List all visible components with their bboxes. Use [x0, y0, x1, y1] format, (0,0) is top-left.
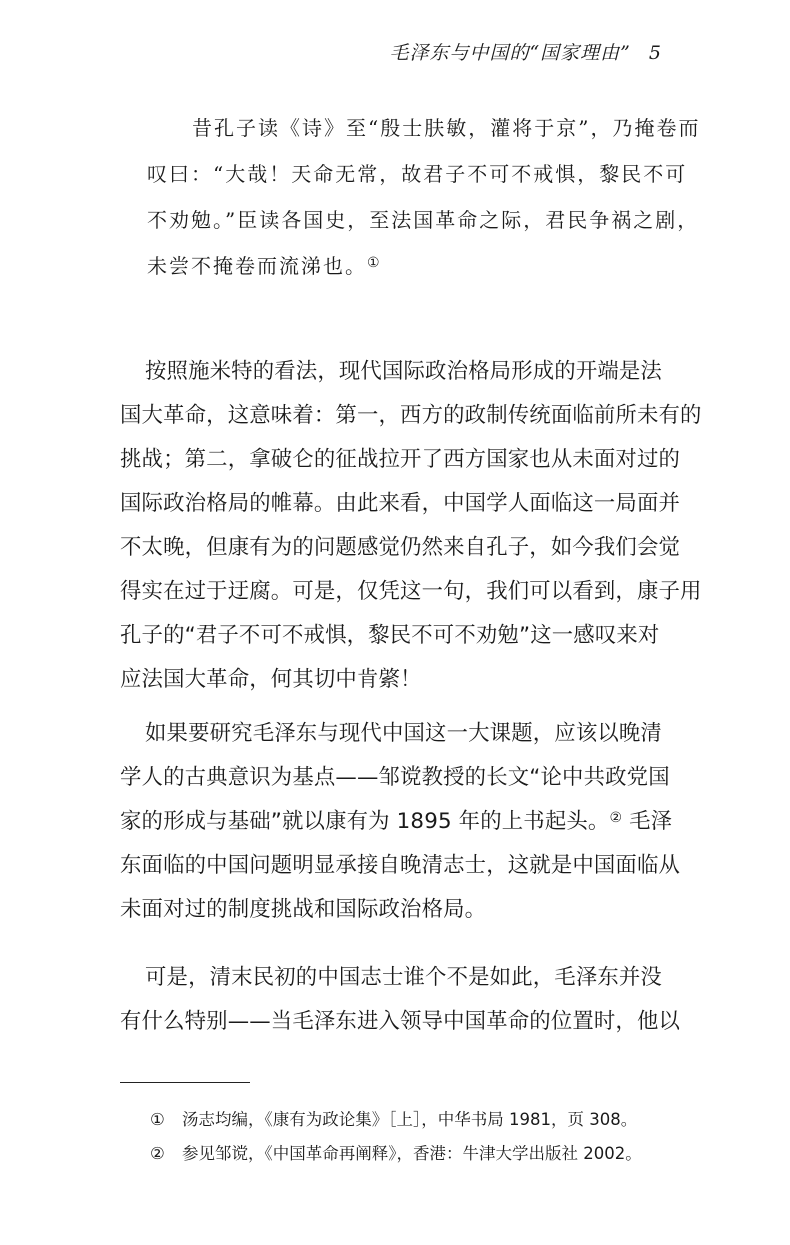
footnote-rule [120, 1082, 250, 1083]
quote-line: 未尝不掩卷而流涕也。① [147, 254, 382, 278]
body-line: 不太晚，但康有为的问题感觉仍然来自孔子，如今我们会觉 [120, 535, 681, 560]
body-line: 应法国大革命，何其切中肯綮！ [120, 667, 422, 692]
quote-line: 叹曰：“大哉！天命无常，故君子不可不戒惧，黎民不可 [147, 162, 688, 186]
body-line: 有什么特别——当毛泽东进入领导中国革命的位置时，他以 [120, 1009, 681, 1034]
footnote-mark: ② [150, 1144, 165, 1163]
page-number: 5 [648, 42, 662, 64]
body-line: 东面临的中国问题明显承接自晚清志士，这就是中国面临从 [120, 853, 681, 878]
body-line: 如果要研究毛泽东与现代中国这一大课题，应该以晚清 [145, 721, 662, 746]
footnote-reference: ① [367, 255, 382, 271]
body-line: 国际政治格局的帷幕。由此来看，中国学人面临这一局面并 [120, 491, 681, 516]
quote-line: 不劝勉。”臣读各国史，至法国革命之际，君民争祸之剧， [147, 208, 700, 232]
footnote-mark: ① [150, 1110, 165, 1129]
body-line: 家的形成与基础”就以康有为 1895 年的上书起头。② 毛泽 [120, 809, 673, 834]
body-line: 学人的古典意识为基点——邹谠教授的长文“论中共政党国 [120, 765, 670, 790]
footnote-reference: ② [609, 810, 623, 826]
body-line: 可是，清末民初的中国志士谁个不是如此，毛泽东并没 [145, 965, 662, 990]
running-header [389, 38, 662, 65]
body-line: 挑战；第二，拿破仑的征战拉开了西方国家也从未面对过的 [120, 447, 681, 472]
footnote-text: 汤志均编，《康有为政论集》［上］，中华书局 1981，页 308。 [182, 1110, 638, 1129]
body-line: 得实在过于迂腐。可是，仅凭这一句，我们可以看到，康子用 [120, 579, 702, 604]
footnote-1 [150, 1106, 637, 1130]
running-title: 毛泽东与中国的“国家理由” [389, 42, 631, 64]
quote-line: 昔孔子读《诗》至“殷士肤敏，灌将于京”，乃掩卷而 [192, 116, 701, 140]
body-line: 孔子的“君子不可不戒惧，黎民不可不劝勉”这一感叹来对 [120, 623, 660, 648]
body-line: 国大革命，这意味着：第一，西方的政制传统面临前所未有的 [120, 403, 702, 428]
footnote-2 [150, 1140, 642, 1164]
footnote-text: 参见邹谠，《中国革命再阐释》，香港：牛津大学出版社 2002。 [182, 1144, 642, 1163]
body-line: 按照施米特的看法，现代国际政治格局形成的开端是法 [145, 359, 662, 384]
body-line: 未面对过的制度挑战和国际政治格局。 [120, 897, 487, 922]
